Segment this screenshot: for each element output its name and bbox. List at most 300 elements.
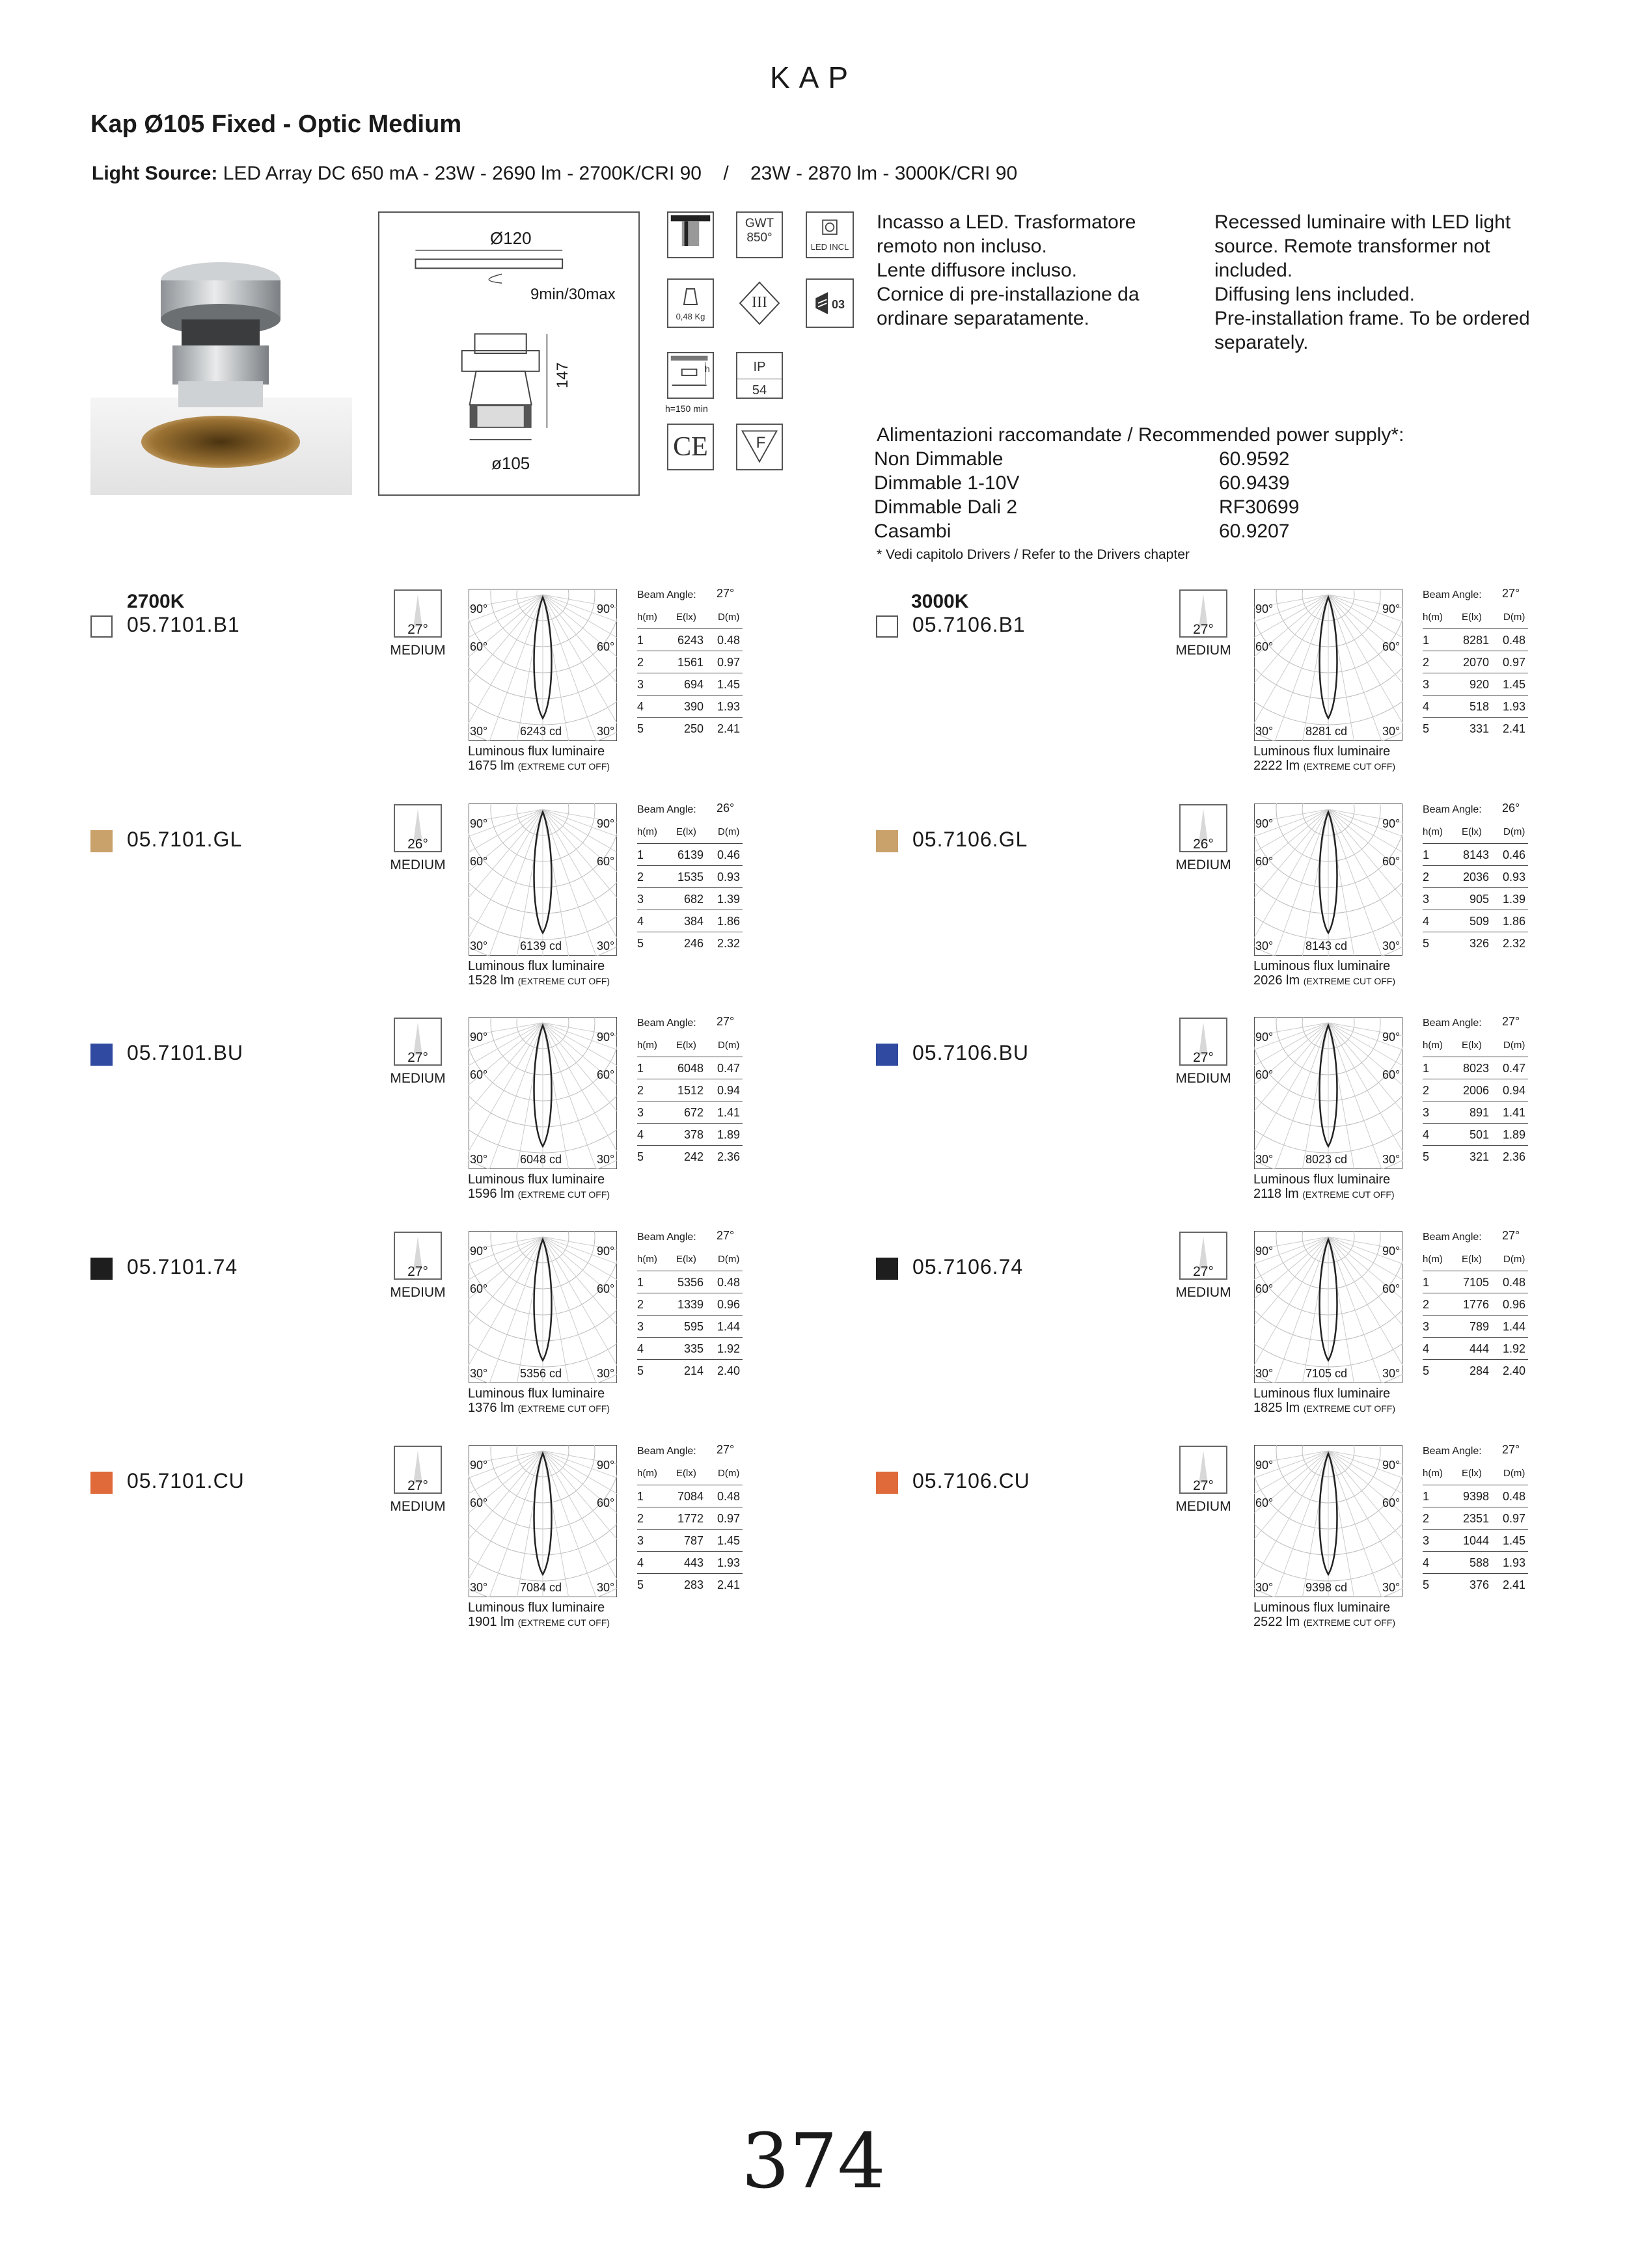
gwt-label: GWT (745, 217, 774, 230)
table-row (1423, 1079, 1528, 1101)
polar-label-30-right: 30° (1382, 1367, 1401, 1380)
beam-angle-value: 26° (1193, 837, 1214, 852)
desc-it-line: Cornice di pre-installazione da (877, 284, 1140, 305)
cell-d: 1.93 (717, 1556, 740, 1569)
installation-height-icon (667, 352, 714, 399)
col-d: D(m) (1503, 826, 1525, 837)
cell-d: 1.41 (1502, 1106, 1525, 1119)
polar-diagram (468, 1444, 618, 1598)
table-row (637, 910, 743, 932)
desc-it-line: ordinare separatamente. (877, 308, 1089, 329)
table-row (637, 1573, 743, 1595)
table-row (1423, 1529, 1528, 1552)
luminous-flux (1253, 1600, 1395, 1630)
cell-e: 8143 (1462, 848, 1489, 861)
optic-label: MEDIUM (1175, 643, 1231, 658)
cell-e: 1772 (677, 1512, 704, 1525)
table-row (637, 1359, 743, 1381)
cell-e: 214 (683, 1364, 704, 1377)
optic-label: MEDIUM (390, 1285, 446, 1300)
cell-e: 1044 (1462, 1534, 1489, 1547)
luminous-flux (1253, 959, 1395, 988)
color-swatch (90, 615, 113, 638)
luminous-flux-value: 1901 lm (468, 1615, 515, 1629)
cell-d: 0.48 (1502, 1490, 1525, 1503)
table-row (1423, 1271, 1528, 1293)
beam-angle-label: Beam Angle: (637, 1446, 696, 1457)
luminous-flux-title: Luminous flux luminaire (468, 959, 605, 973)
table-row (637, 865, 743, 888)
luminous-flux (1253, 744, 1395, 774)
cell-e: 1776 (1462, 1298, 1489, 1311)
light-source (92, 163, 1017, 185)
cell-h: 2 (1423, 1084, 1430, 1097)
cell-h: 1 (1423, 1490, 1430, 1503)
luminous-flux-value-line (468, 1615, 610, 1630)
cell-d: 0.48 (717, 1276, 740, 1289)
polar-label-60-left: 60° (470, 1496, 488, 1509)
table-row (1423, 1293, 1528, 1316)
polar-label-90-right: 90° (1382, 1459, 1401, 1472)
weight-icon (667, 278, 714, 328)
cell-e: 2351 (1462, 1512, 1489, 1525)
polar-label-60-left: 60° (470, 1068, 488, 1081)
cell-e: 250 (683, 722, 704, 735)
polar-label-90-left: 90° (1255, 602, 1274, 615)
table-row (637, 1315, 743, 1338)
beam-angle-value: 27° (1193, 1478, 1214, 1493)
table-row (637, 673, 743, 695)
ip-rating-icon (736, 352, 783, 399)
col-e: E(lx) (676, 1040, 696, 1051)
beam-angle-label: Beam Angle: (1423, 804, 1482, 815)
table-row (1423, 1359, 1528, 1381)
table-header-row (637, 1034, 743, 1057)
polar-label-60-right: 60° (1382, 1496, 1401, 1509)
beam-angle-table-value: 27° (1502, 587, 1520, 600)
table-row (1423, 865, 1528, 888)
table-row (1423, 1101, 1528, 1124)
table-header-row (637, 1249, 743, 1271)
polar-diagram (1253, 1016, 1403, 1170)
cell-d: 1.45 (1502, 678, 1525, 691)
optic-label: MEDIUM (1175, 1285, 1231, 1300)
col-e: E(lx) (1462, 1468, 1482, 1479)
color-swatch (876, 1044, 898, 1066)
cell-h: 1 (637, 1490, 644, 1503)
col-d: D(m) (718, 1254, 740, 1265)
cut-off-note: (EXTREME CUT OFF) (517, 1189, 610, 1200)
table-row (637, 651, 743, 673)
col-h: h(m) (1423, 1040, 1443, 1051)
beam-angle-label: Beam Angle: (1423, 1232, 1482, 1243)
dim-height: 147 (554, 362, 571, 388)
polar-label-30-right: 30° (1382, 939, 1401, 952)
cell-e: 335 (683, 1342, 704, 1355)
col-e: E(lx) (1462, 826, 1482, 837)
table-row (1423, 1315, 1528, 1338)
optic-label: MEDIUM (390, 1071, 446, 1086)
cell-d: 0.48 (717, 1490, 740, 1503)
luminous-flux (468, 1172, 610, 1202)
cell-h: 4 (1423, 700, 1430, 713)
luminous-flux-value: 1596 lm (468, 1187, 515, 1201)
color-swatch (876, 1258, 898, 1280)
table-row (1423, 717, 1528, 739)
polar-label-90-right: 90° (597, 1031, 615, 1044)
cell-e: 7105 (1462, 1276, 1489, 1289)
luminous-flux-title: Luminous flux luminaire (1253, 744, 1391, 759)
cell-e: 284 (1469, 1364, 1489, 1377)
col-e: E(lx) (1462, 1254, 1482, 1265)
light-source-label: Light Source: (92, 163, 218, 184)
luminous-flux-value-line (1253, 1401, 1395, 1416)
luminous-flux-value: 1675 lm (468, 759, 515, 773)
cell-d: 1.45 (717, 1534, 740, 1547)
cell-h: 1 (1423, 848, 1430, 861)
polar-label-90-left: 90° (470, 817, 488, 830)
cell-e: 1512 (677, 1084, 704, 1097)
power-supply-title: Alimentazioni raccomandate / Recommended power supply*: (877, 424, 1404, 446)
height-note: h=150 min (665, 403, 708, 414)
ps-label: Dimmable 1-10V (874, 472, 1020, 494)
col-d: D(m) (1503, 1040, 1525, 1051)
product-code: 05.7106.B1 (912, 613, 1026, 636)
cell-d: 0.94 (1502, 1084, 1525, 1097)
polar-label-60-right: 60° (597, 1068, 615, 1081)
cut-off-note: (EXTREME CUT OFF) (517, 976, 610, 986)
cell-h: 1 (637, 1276, 644, 1289)
cell-h: 5 (637, 1364, 644, 1377)
col-e: E(lx) (676, 1254, 696, 1265)
polar-label-60-left: 60° (1255, 1068, 1274, 1081)
luminous-flux (1253, 1386, 1395, 1416)
cut-off-note: (EXTREME CUT OFF) (1303, 1403, 1396, 1414)
beam-angle-label: Beam Angle: (1423, 589, 1482, 601)
dim-thickness: 9min/30max (530, 286, 616, 303)
table-row (637, 1293, 743, 1316)
col-h: h(m) (1423, 612, 1443, 623)
cell-h: 2 (637, 656, 644, 669)
col-d: D(m) (1503, 1254, 1525, 1265)
cell-e: 321 (1469, 1150, 1489, 1163)
product-photo (90, 241, 352, 495)
polar-diagram (1253, 803, 1403, 956)
table-header-row (1423, 1249, 1528, 1271)
col-e: E(lx) (1462, 612, 1482, 623)
cell-d: 0.48 (1502, 634, 1525, 647)
beam-angle-label: Beam Angle: (637, 1232, 696, 1243)
cell-d: 0.48 (717, 634, 740, 647)
product-code: 05.7106.74 (912, 1255, 1024, 1278)
cell-d: 1.93 (717, 700, 740, 713)
cut-off-note: (EXTREME CUT OFF) (517, 1617, 610, 1628)
cell-e: 905 (1469, 893, 1489, 906)
illuminance-table (637, 802, 743, 950)
color-swatch (90, 1472, 113, 1494)
polar-label-90-right: 90° (1382, 602, 1401, 615)
cell-d: 0.46 (717, 848, 740, 861)
led-included-label: LED INCL (810, 242, 849, 252)
polar-label-90-right: 90° (597, 602, 615, 615)
col-h: h(m) (637, 1254, 657, 1265)
cut-off-note: (EXTREME CUT OFF) (1302, 1189, 1395, 1200)
polar-label-60-right: 60° (1382, 640, 1401, 653)
table-row (1423, 887, 1528, 910)
beam-angle-table-value: 27° (1502, 1443, 1520, 1456)
cell-e: 787 (683, 1534, 704, 1547)
cell-d: 1.86 (717, 915, 740, 928)
col-h: h(m) (637, 1040, 657, 1051)
polar-label-30-right: 30° (597, 1153, 615, 1166)
cell-d: 0.48 (1502, 1276, 1525, 1289)
cell-h: 2 (637, 1298, 644, 1311)
desc-it-line: remoto non incluso. (877, 236, 1047, 257)
peak-intensity: 6243 cd (520, 725, 562, 738)
polar-label-60-left: 60° (1255, 1282, 1274, 1295)
desc-en-line: source. Remote transformer not (1214, 236, 1490, 257)
cell-d: 1.45 (717, 678, 740, 691)
f-mark-label: F (756, 434, 766, 452)
desc-en-line: separately. (1214, 332, 1309, 353)
table-row (637, 1123, 743, 1146)
cell-e: 283 (683, 1578, 704, 1591)
polar-label-90-left: 90° (470, 1245, 488, 1258)
cell-h: 4 (637, 1556, 644, 1569)
peak-intensity: 8281 cd (1306, 725, 1348, 738)
peak-intensity: 7084 cd (520, 1581, 562, 1594)
table-header-row (1423, 1463, 1528, 1485)
luminous-flux-value: 1376 lm (468, 1401, 515, 1415)
polar-label-30-right: 30° (597, 1581, 615, 1594)
brand-title: KAP (769, 61, 858, 94)
beam-angle-table-value: 27° (717, 1443, 735, 1456)
cell-h: 2 (637, 871, 644, 884)
polar-diagram (1253, 588, 1403, 742)
luminous-flux-title: Luminous flux luminaire (468, 1600, 605, 1615)
polar-label-30-left: 30° (1255, 1581, 1274, 1594)
ps-label: Non Dimmable (874, 448, 1004, 470)
ik-rating-label: 03 (832, 298, 845, 311)
table-row (637, 717, 743, 739)
beam-angle-value: 27° (407, 622, 428, 637)
cell-e: 378 (683, 1128, 704, 1141)
cell-d: 2.40 (717, 1364, 740, 1377)
cell-e: 509 (1469, 915, 1489, 928)
polar-label-60-left: 60° (470, 640, 488, 653)
downlight-icon (667, 211, 714, 258)
table-row (1423, 1573, 1528, 1595)
cell-h: 3 (1423, 893, 1430, 906)
illuminance-table (1423, 1229, 1528, 1377)
cell-d: 1.92 (1502, 1342, 1525, 1355)
polar-label-30-left: 30° (470, 725, 488, 738)
cell-e: 789 (1469, 1320, 1489, 1333)
class-iii-icon (736, 278, 783, 328)
table-row (637, 628, 743, 651)
illuminance-table (1423, 802, 1528, 950)
color-swatch (876, 1472, 898, 1494)
desc-en-line: included. (1214, 260, 1293, 281)
cell-e: 376 (1469, 1578, 1489, 1591)
luminous-flux-title: Luminous flux luminaire (1253, 959, 1391, 973)
col-h: h(m) (637, 1468, 657, 1479)
cell-h: 2 (1423, 1298, 1430, 1311)
polar-label-90-left: 90° (1255, 1031, 1274, 1044)
cell-h: 5 (1423, 722, 1430, 735)
cell-e: 694 (683, 678, 704, 691)
cell-d: 0.96 (717, 1298, 740, 1311)
beam-angle-label: Beam Angle: (1423, 1446, 1482, 1457)
luminous-flux-value-line (1253, 1615, 1395, 1630)
ps-label: Dimmable Dali 2 (874, 496, 1018, 518)
cell-h: 3 (637, 678, 644, 691)
cell-d: 2.36 (1502, 1150, 1525, 1163)
cut-off-note: (EXTREME CUT OFF) (517, 1403, 610, 1414)
cell-e: 331 (1469, 722, 1489, 735)
cell-d: 2.41 (1502, 1578, 1525, 1591)
cell-d: 1.44 (717, 1320, 740, 1333)
polar-label-30-right: 30° (1382, 725, 1401, 738)
optic-label: MEDIUM (1175, 857, 1231, 872)
polar-diagram (468, 803, 618, 956)
dimension-drawing (378, 211, 640, 496)
cell-d: 1.86 (1502, 915, 1525, 928)
luminous-flux-title: Luminous flux luminaire (1253, 1172, 1391, 1187)
ps-code: 60.9439 (1219, 472, 1290, 494)
polar-label-30-left: 30° (1255, 1367, 1274, 1380)
cell-h: 4 (1423, 1556, 1430, 1569)
beam-angle-value: 27° (1193, 622, 1214, 637)
polar-label-60-left: 60° (1255, 1496, 1274, 1509)
polar-label-60-right: 60° (1382, 1068, 1401, 1081)
optic-label: MEDIUM (390, 1499, 446, 1514)
cell-d: 0.47 (717, 1062, 740, 1075)
class-iii-label: III (752, 294, 767, 311)
desc-en-line: Pre-installation frame. To be ordered (1214, 308, 1530, 329)
table-header-row (637, 821, 743, 844)
polar-label-90-right: 90° (597, 1459, 615, 1472)
product-code: 05.7106.BU (912, 1041, 1030, 1064)
beam-angle-value: 27° (1193, 1264, 1214, 1279)
cell-d: 2.41 (717, 722, 740, 735)
luminous-flux-value: 1825 lm (1253, 1401, 1300, 1415)
beam-angle-table-value: 27° (717, 587, 735, 600)
cell-h: 4 (637, 915, 644, 928)
page-number: 374 (741, 2118, 886, 2206)
cell-e: 920 (1469, 678, 1489, 691)
cell-e: 326 (1469, 937, 1489, 950)
weight-label: 0,48 Kg (676, 312, 705, 321)
polar-label-30-left: 30° (470, 1367, 488, 1380)
beam-angle-value: 27° (1193, 1050, 1214, 1065)
col-e: E(lx) (676, 826, 696, 837)
table-row (1423, 843, 1528, 866)
polar-label-60-left: 60° (470, 855, 488, 868)
cut-off-note: (EXTREME CUT OFF) (1303, 1617, 1396, 1628)
beam-angle-value: 26° (407, 837, 428, 852)
cell-h: 5 (1423, 1578, 1430, 1591)
table-row (637, 932, 743, 954)
luminous-flux-value-line (468, 1187, 610, 1202)
col-h: h(m) (637, 612, 657, 623)
cell-h: 4 (637, 700, 644, 713)
cell-d: 0.93 (1502, 871, 1525, 884)
luminous-flux-value: 1528 lm (468, 973, 515, 988)
cell-e: 2036 (1462, 871, 1489, 884)
cell-h: 5 (637, 1150, 644, 1163)
polar-label-60-right: 60° (597, 855, 615, 868)
color-swatch (90, 1044, 113, 1066)
cell-d: 1.93 (1502, 1556, 1525, 1569)
cell-h: 3 (637, 893, 644, 906)
beam-angle-value: 27° (407, 1478, 428, 1493)
temp-3000k: 3000K (911, 591, 969, 612)
polar-diagram (1253, 1230, 1403, 1384)
table-row (1423, 1507, 1528, 1530)
color-swatch (876, 830, 898, 852)
beam-angle-table-value: 26° (717, 802, 735, 815)
beam-angle-table-value: 27° (1502, 1015, 1520, 1028)
cell-e: 8281 (1462, 634, 1489, 647)
luminous-flux-value: 2026 lm (1253, 973, 1300, 988)
polar-label-60-left: 60° (470, 1282, 488, 1295)
luminous-flux-value-line (468, 759, 610, 774)
luminous-flux-value: 2118 lm (1253, 1187, 1299, 1201)
ip-label: IP (753, 360, 766, 374)
table-row (637, 1337, 743, 1360)
cell-h: 5 (1423, 1150, 1430, 1163)
table-row (637, 1551, 743, 1574)
beam-angle-table-value: 26° (1502, 802, 1520, 815)
illuminance-table (637, 587, 743, 735)
cell-d: 0.97 (1502, 656, 1525, 669)
polar-label-30-right: 30° (597, 725, 615, 738)
table-header-row (1423, 821, 1528, 844)
polar-diagram (1253, 1444, 1403, 1598)
illuminance-table (1423, 1015, 1528, 1163)
luminous-flux (468, 1386, 610, 1416)
cell-e: 1561 (677, 656, 704, 669)
cell-h: 4 (1423, 1128, 1430, 1141)
ip-value: 54 (737, 379, 782, 398)
beam-angle-table-value: 27° (717, 1015, 735, 1028)
cell-h: 1 (637, 1062, 644, 1075)
polar-label-60-right: 60° (597, 1496, 615, 1509)
luminous-flux (468, 959, 610, 988)
desc-en-line: Diffusing lens included. (1214, 284, 1415, 305)
gwt-value: 850° (746, 231, 772, 245)
beam-angle-table-value: 27° (717, 1229, 735, 1242)
table-row (637, 695, 743, 718)
description-en (1214, 210, 1530, 355)
luminous-flux-value-line (1253, 759, 1395, 774)
polar-label-90-right: 90° (1382, 817, 1401, 830)
table-row (637, 1529, 743, 1552)
cell-e: 682 (683, 893, 704, 906)
cut-off-note: (EXTREME CUT OFF) (1303, 976, 1396, 986)
polar-label-90-right: 90° (597, 817, 615, 830)
cell-h: 1 (1423, 634, 1430, 647)
power-supply-note: * Vedi capitolo Drivers / Refer to the Drivers chapter (877, 547, 1190, 562)
polar-label-30-left: 30° (1255, 725, 1274, 738)
cell-d: 1.41 (717, 1106, 740, 1119)
peak-intensity: 7105 cd (1306, 1367, 1348, 1380)
table-row (1423, 695, 1528, 718)
cell-h: 3 (1423, 1534, 1430, 1547)
cell-d: 1.44 (1502, 1320, 1525, 1333)
col-h: h(m) (1423, 826, 1443, 837)
